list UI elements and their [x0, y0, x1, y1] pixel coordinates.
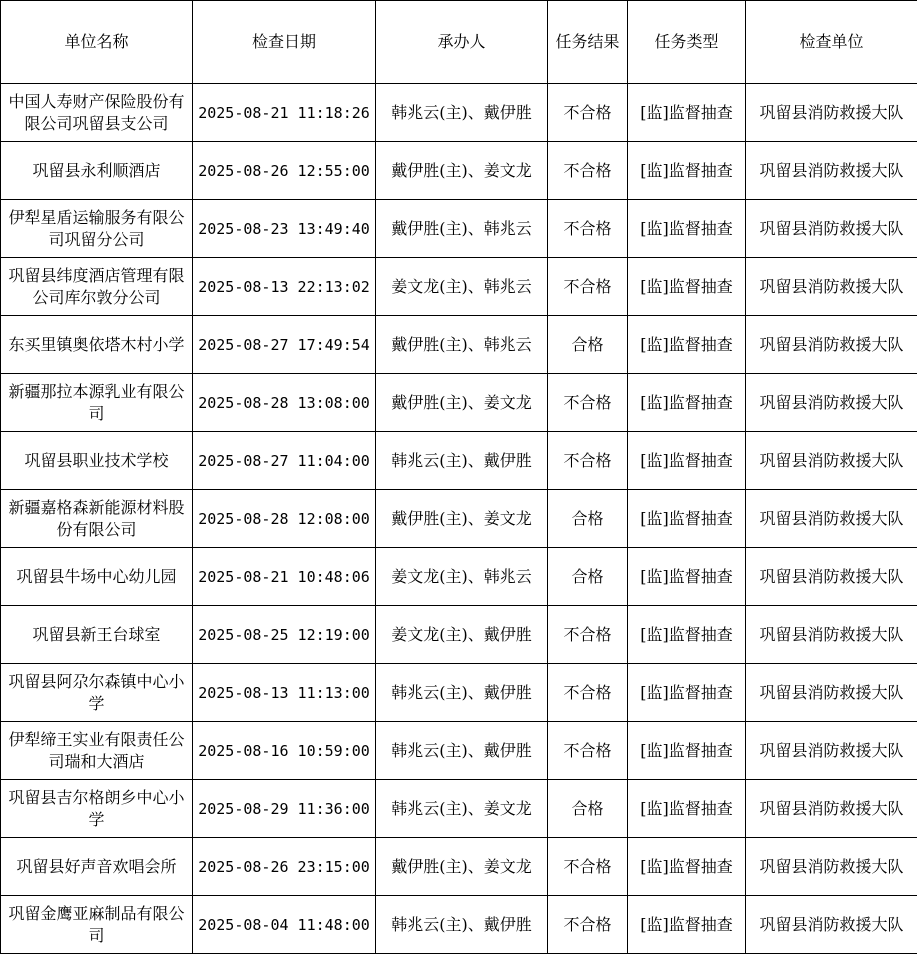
- cell-task-result: 不合格: [548, 606, 628, 664]
- cell-check-date: 2025-08-25 12:19:00: [193, 606, 376, 664]
- table-row: [1, 722, 917, 780]
- cell-check-dept: 巩留县消防救援大队: [746, 142, 917, 200]
- cell-unit-name: 伊犁星盾运输服务有限公司巩留分公司: [1, 200, 193, 258]
- table-row: [1, 664, 917, 722]
- cell-unit-name: 巩留县吉尔格朗乡中心小学: [1, 780, 193, 838]
- table-row: [1, 258, 917, 316]
- cell-check-date: 2025-08-21 10:48:06: [193, 548, 376, 606]
- cell-check-date: 2025-08-16 10:59:00: [193, 722, 376, 780]
- header-handler: 承办人: [376, 1, 548, 84]
- cell-check-dept: 巩留县消防救援大队: [746, 896, 917, 954]
- table-row: [1, 200, 917, 258]
- cell-check-dept: 巩留县消防救援大队: [746, 432, 917, 490]
- table-row: [1, 780, 917, 838]
- header-task-type: 任务类型: [628, 1, 746, 84]
- cell-unit-name: 巩留县永利顺酒店: [1, 142, 193, 200]
- cell-handler: 姜文龙(主)、韩兆云: [376, 548, 548, 606]
- cell-check-date: 2025-08-26 23:15:00: [193, 838, 376, 896]
- cell-task-type: [监]监督抽查: [628, 664, 746, 722]
- cell-handler: 戴伊胜(主)、姜文龙: [376, 374, 548, 432]
- cell-handler: 戴伊胜(主)、韩兆云: [376, 316, 548, 374]
- cell-task-type: [监]监督抽查: [628, 838, 746, 896]
- cell-check-date: 2025-08-13 22:13:02: [193, 258, 376, 316]
- cell-task-result: 不合格: [548, 258, 628, 316]
- table-row: [1, 490, 917, 548]
- cell-check-dept: 巩留县消防救援大队: [746, 838, 917, 896]
- cell-handler: 姜文龙(主)、韩兆云: [376, 258, 548, 316]
- cell-task-type: [监]监督抽查: [628, 896, 746, 954]
- cell-check-dept: 巩留县消防救援大队: [746, 200, 917, 258]
- cell-task-type: [监]监督抽查: [628, 780, 746, 838]
- cell-task-result: 合格: [548, 548, 628, 606]
- cell-handler: 姜文龙(主)、戴伊胜: [376, 606, 548, 664]
- cell-task-type: [监]监督抽查: [628, 432, 746, 490]
- cell-handler: 韩兆云(主)、戴伊胜: [376, 664, 548, 722]
- cell-handler: 戴伊胜(主)、韩兆云: [376, 200, 548, 258]
- cell-unit-name: 巩留县阿尕尔森镇中心小学: [1, 664, 193, 722]
- cell-task-result: 不合格: [548, 84, 628, 142]
- cell-check-date: 2025-08-26 12:55:00: [193, 142, 376, 200]
- cell-unit-name: 东买里镇奥依塔木村小学: [1, 316, 193, 374]
- cell-unit-name: 新疆那拉本源乳业有限公司: [1, 374, 193, 432]
- cell-check-dept: 巩留县消防救援大队: [746, 606, 917, 664]
- cell-handler: 韩兆云(主)、戴伊胜: [376, 84, 548, 142]
- cell-check-dept: 巩留县消防救援大队: [746, 84, 917, 142]
- cell-task-result: 不合格: [548, 722, 628, 780]
- cell-unit-name: 巩留县新王台球室: [1, 606, 193, 664]
- table-row: [1, 316, 917, 374]
- cell-check-date: 2025-08-21 11:18:26: [193, 84, 376, 142]
- cell-check-dept: 巩留县消防救援大队: [746, 548, 917, 606]
- cell-task-type: [监]监督抽查: [628, 316, 746, 374]
- cell-task-result: 不合格: [548, 200, 628, 258]
- cell-task-result: 合格: [548, 780, 628, 838]
- cell-task-type: [监]监督抽查: [628, 374, 746, 432]
- cell-task-result: 合格: [548, 316, 628, 374]
- table-row: [1, 838, 917, 896]
- cell-handler: 韩兆云(主)、戴伊胜: [376, 722, 548, 780]
- table-body: [1, 84, 917, 954]
- table-row: [1, 432, 917, 490]
- cell-handler: 韩兆云(主)、姜文龙: [376, 780, 548, 838]
- cell-task-result: 不合格: [548, 896, 628, 954]
- cell-task-type: [监]监督抽查: [628, 258, 746, 316]
- header-check-date: 检查日期: [193, 1, 376, 84]
- cell-unit-name: 巩留金鹰亚麻制品有限公司: [1, 896, 193, 954]
- cell-task-result: 不合格: [548, 838, 628, 896]
- table-row: [1, 84, 917, 142]
- cell-check-dept: 巩留县消防救援大队: [746, 316, 917, 374]
- cell-task-type: [监]监督抽查: [628, 548, 746, 606]
- cell-task-result: 不合格: [548, 432, 628, 490]
- cell-task-type: [监]监督抽查: [628, 606, 746, 664]
- cell-check-date: 2025-08-29 11:36:00: [193, 780, 376, 838]
- table-row: [1, 142, 917, 200]
- table-row: [1, 374, 917, 432]
- cell-check-dept: 巩留县消防救援大队: [746, 490, 917, 548]
- header-unit-name: 单位名称: [1, 1, 193, 84]
- cell-check-dept: 巩留县消防救援大队: [746, 664, 917, 722]
- cell-handler: 戴伊胜(主)、姜文龙: [376, 838, 548, 896]
- cell-check-date: 2025-08-27 11:04:00: [193, 432, 376, 490]
- cell-task-type: [监]监督抽查: [628, 490, 746, 548]
- cell-handler: 戴伊胜(主)、姜文龙: [376, 490, 548, 548]
- cell-check-dept: 巩留县消防救援大队: [746, 722, 917, 780]
- cell-check-date: 2025-08-23 13:49:40: [193, 200, 376, 258]
- cell-unit-name: 巩留县好声音欢唱会所: [1, 838, 193, 896]
- cell-check-dept: 巩留县消防救援大队: [746, 780, 917, 838]
- cell-check-date: 2025-08-28 13:08:00: [193, 374, 376, 432]
- table-row: [1, 548, 917, 606]
- cell-task-result: 合格: [548, 490, 628, 548]
- cell-check-date: 2025-08-13 11:13:00: [193, 664, 376, 722]
- cell-unit-name: 巩留县职业技术学校: [1, 432, 193, 490]
- cell-task-type: [监]监督抽查: [628, 142, 746, 200]
- cell-check-date: 2025-08-28 12:08:00: [193, 490, 376, 548]
- table-row: [1, 606, 917, 664]
- cell-check-dept: 巩留县消防救援大队: [746, 374, 917, 432]
- cell-unit-name: 伊犁缔王实业有限责任公司瑞和大酒店: [1, 722, 193, 780]
- cell-unit-name: 中国人寿财产保险股份有限公司巩留县支公司: [1, 84, 193, 142]
- cell-unit-name: 巩留县牛场中心幼儿园: [1, 548, 193, 606]
- cell-task-type: [监]监督抽查: [628, 722, 746, 780]
- cell-handler: 韩兆云(主)、戴伊胜: [376, 432, 548, 490]
- cell-handler: 戴伊胜(主)、姜文龙: [376, 142, 548, 200]
- header-task-result: 任务结果: [548, 1, 628, 84]
- cell-task-result: 不合格: [548, 664, 628, 722]
- cell-task-result: 不合格: [548, 142, 628, 200]
- cell-unit-name: 巩留县纬度酒店管理有限公司库尔敦分公司: [1, 258, 193, 316]
- cell-task-type: [监]监督抽查: [628, 84, 746, 142]
- cell-task-type: [监]监督抽查: [628, 200, 746, 258]
- header-row: [1, 1, 917, 84]
- cell-check-date: 2025-08-04 11:48:00: [193, 896, 376, 954]
- header-check-dept: 检查单位: [746, 1, 917, 84]
- cell-task-result: 不合格: [548, 374, 628, 432]
- table-row: [1, 896, 917, 954]
- cell-check-date: 2025-08-27 17:49:54: [193, 316, 376, 374]
- cell-unit-name: 新疆嘉格森新能源材料股份有限公司: [1, 490, 193, 548]
- cell-check-dept: 巩留县消防救援大队: [746, 258, 917, 316]
- cell-handler: 韩兆云(主)、戴伊胜: [376, 896, 548, 954]
